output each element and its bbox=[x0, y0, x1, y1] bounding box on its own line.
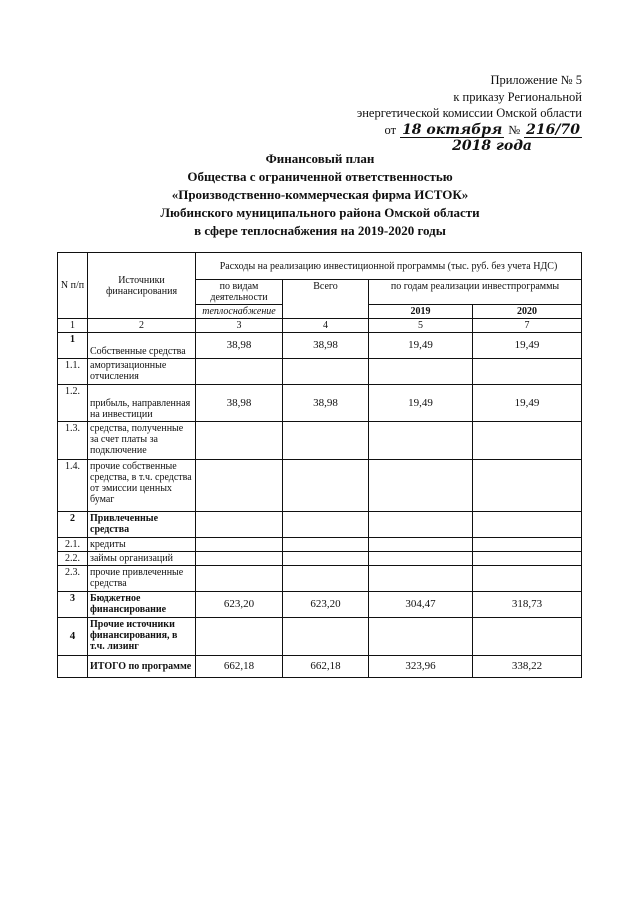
title-line-3: «Производственно-коммерческая фирма ИСТОК» bbox=[171, 187, 469, 202]
number-label: № bbox=[508, 122, 521, 137]
table-row bbox=[58, 618, 582, 656]
row-value-2019 bbox=[369, 460, 473, 512]
title-line-1: Финансовый план bbox=[265, 151, 375, 166]
row-value-2019 bbox=[369, 512, 473, 538]
row-value-total bbox=[283, 538, 369, 552]
row-num: 1.4. bbox=[58, 460, 88, 512]
row-value-by-type: 38,98 bbox=[196, 333, 283, 359]
table-row bbox=[58, 512, 582, 538]
title-line-2: Общества с ограниченной ответственностью bbox=[187, 169, 453, 184]
row-name: ИТОГО по программе bbox=[88, 656, 196, 678]
header-year-2019: 2019 bbox=[369, 305, 473, 319]
row-value-2019 bbox=[369, 552, 473, 566]
table-row bbox=[58, 422, 582, 460]
header-by-years: по годам реализации инвестпрограммы bbox=[369, 280, 582, 305]
row-value-2020 bbox=[473, 552, 582, 566]
handwritten-date: 18 октября bbox=[402, 121, 503, 138]
row-num: 1 bbox=[58, 333, 88, 359]
row-num: 2.1. bbox=[58, 538, 88, 552]
table-row bbox=[58, 359, 582, 385]
row-value-total: 38,98 bbox=[283, 333, 369, 359]
row-num: 3 bbox=[58, 592, 88, 618]
colnum-cell: 3 bbox=[196, 319, 283, 333]
row-num: 2 bbox=[58, 512, 88, 538]
row-name: займы организаций bbox=[88, 552, 196, 566]
row-num: 2.2. bbox=[58, 552, 88, 566]
row-name: Прочие источники финансирования, в т.ч. лизинг bbox=[88, 618, 196, 656]
row-value-by-type bbox=[196, 538, 283, 552]
row-value-2019 bbox=[369, 538, 473, 552]
colnum-cell: 5 bbox=[369, 319, 473, 333]
table-row bbox=[58, 552, 582, 566]
row-value-total: 38,98 bbox=[283, 385, 369, 422]
row-value-by-type bbox=[196, 359, 283, 385]
header-expenses: Расходы на реализацию инвестиционной программы (тыс. руб. без учета НДС) bbox=[196, 253, 582, 280]
row-name: Собственные средства bbox=[88, 333, 196, 359]
row-value-2019: 304,47 bbox=[369, 592, 473, 618]
row-value-2020: 19,49 bbox=[473, 385, 582, 422]
colnum-cell: 4 bbox=[283, 319, 369, 333]
colnum-cell: 7 bbox=[473, 319, 582, 333]
row-name: амортизационные отчисления bbox=[88, 359, 196, 385]
row-value-by-type bbox=[196, 618, 283, 656]
row-value-2020 bbox=[473, 618, 582, 656]
row-value-total: 662,18 bbox=[283, 656, 369, 678]
row-name: прибыль, направленная на инвестиции bbox=[88, 385, 196, 422]
row-value-2020: 338,22 bbox=[473, 656, 582, 678]
row-num: 2.3. bbox=[58, 566, 88, 592]
row-num: 1.3. bbox=[58, 422, 88, 460]
table-row bbox=[58, 566, 582, 592]
row-value-total: 623,20 bbox=[283, 592, 369, 618]
table-row bbox=[58, 592, 582, 618]
row-value-2020 bbox=[473, 422, 582, 460]
row-value-total bbox=[283, 566, 369, 592]
row-value-total bbox=[283, 552, 369, 566]
header-by-type: по видам деятельности bbox=[196, 280, 283, 305]
column-number-row bbox=[58, 319, 582, 333]
row-value-by-type: 623,20 bbox=[196, 592, 283, 618]
header-num: N п/п bbox=[58, 253, 88, 319]
table-row bbox=[58, 538, 582, 552]
row-value-2019: 323,96 bbox=[369, 656, 473, 678]
row-value-by-type: 38,98 bbox=[196, 385, 283, 422]
row-value-total bbox=[283, 460, 369, 512]
table-row bbox=[58, 385, 582, 422]
appendix-line-2: к приказу Региональной bbox=[453, 89, 582, 104]
table-row bbox=[58, 460, 582, 512]
row-value-2020 bbox=[473, 512, 582, 538]
row-value-total bbox=[283, 618, 369, 656]
row-name: прочие привлеченные средства bbox=[88, 566, 196, 592]
row-name: кредиты bbox=[88, 538, 196, 552]
header-by-type-sub: теплоснабжение bbox=[196, 305, 283, 319]
appendix-block bbox=[357, 72, 582, 138]
appendix-line-1: Приложение № 5 bbox=[490, 73, 582, 87]
colnum-cell: 2 bbox=[88, 319, 196, 333]
title-line-5: в сфере теплоснабжения на 2019-2020 годы bbox=[194, 223, 446, 238]
row-value-by-type bbox=[196, 512, 283, 538]
row-value-2019: 19,49 bbox=[369, 385, 473, 422]
row-value-2020 bbox=[473, 566, 582, 592]
row-name: прочие собственные средства, в т.ч. средства от эмиссии ценных бумаг bbox=[88, 460, 196, 512]
row-value-by-type bbox=[196, 422, 283, 460]
row-value-by-type bbox=[196, 566, 283, 592]
row-value-total bbox=[283, 512, 369, 538]
handwritten-year: 2018 года bbox=[452, 138, 532, 154]
row-value-2020 bbox=[473, 359, 582, 385]
row-name: Бюджетное финансирование bbox=[88, 592, 196, 618]
table-row-total bbox=[58, 656, 582, 678]
row-value-2019 bbox=[369, 422, 473, 460]
row-num: 1.2. bbox=[58, 385, 88, 422]
row-value-by-type bbox=[196, 460, 283, 512]
appendix-line-3: энергетической комиссии Омской области bbox=[356, 106, 582, 120]
header-source: Источники финансирования bbox=[88, 253, 196, 319]
row-value-2020 bbox=[473, 538, 582, 552]
row-value-2019 bbox=[369, 618, 473, 656]
row-value-by-type: 662,18 bbox=[196, 656, 283, 678]
title-line-4: Любинского муниципального района Омской области bbox=[160, 205, 480, 220]
row-num bbox=[58, 656, 88, 678]
row-num: 4 bbox=[58, 618, 88, 656]
row-value-2020 bbox=[473, 460, 582, 512]
document-title bbox=[0, 150, 640, 240]
row-value-total bbox=[283, 422, 369, 460]
row-value-2020: 318,73 bbox=[473, 592, 582, 618]
order-date-number bbox=[357, 122, 582, 139]
row-num: 1.1. bbox=[58, 359, 88, 385]
row-value-2019: 19,49 bbox=[369, 333, 473, 359]
table-row bbox=[58, 333, 582, 359]
row-value-total bbox=[283, 359, 369, 385]
row-value-by-type bbox=[196, 552, 283, 566]
header-total: Всего bbox=[283, 280, 369, 319]
row-name: Привлеченные средства bbox=[88, 512, 196, 538]
row-value-2020: 19,49 bbox=[473, 333, 582, 359]
row-value-2019 bbox=[369, 359, 473, 385]
handwritten-number: 216/70 bbox=[526, 121, 580, 138]
colnum-cell: 1 bbox=[58, 319, 88, 333]
row-name: средства, полученные за счет платы за подключение bbox=[88, 422, 196, 460]
from-label: от bbox=[384, 122, 397, 137]
header-year-2020: 2020 bbox=[473, 305, 582, 319]
financial-plan-table bbox=[57, 252, 582, 678]
row-value-2019 bbox=[369, 566, 473, 592]
